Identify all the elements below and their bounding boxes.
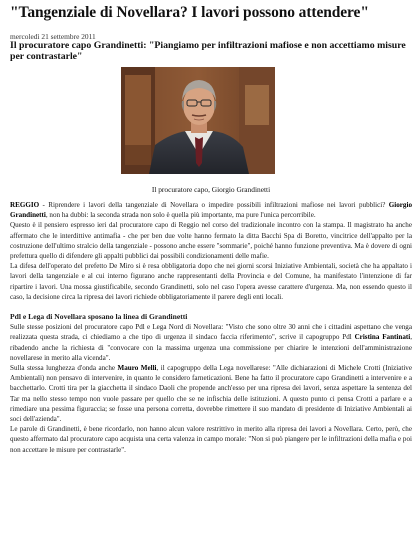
section-heading: Pdl e Lega di Novellara sposano la linea di Grandinetti [10, 312, 188, 322]
article-title: "Tangenziale di Novellara? I lavori possono attendere" [10, 4, 369, 21]
paragraph: REGGIO - Riprendere i lavori della tangenziale di Novellara o impedire possibili infiltrazioni mafiose nei lavori pubblici? Giorgio Grandinetti, non ha dubbi: la seconda strada non solo è quella più importante, ma pure l'unica percorribile. [10, 201, 412, 220]
article-subtitle: Il procuratore capo Grandinetti: "Piangiamo per infiltrazioni mafiose e non accettiamo misure per contrastarle" [10, 40, 406, 62]
person-name: Mauro Melli [117, 364, 157, 373]
paragraph: Le parole di Grandinetti, è bene ricordarlo, non hanno alcun valore restrittivo in merito alla ripresa dei lavori a Novellara. Certo, però, che questo affermato dal procuratore capo acquista una certa valenza in campo morale: "Non si può piangere per le infiltrazioni della mafia e poi non accettare le misure per contrastarle". [10, 425, 412, 454]
article-body [10, 200, 412, 455]
person-name: Giorgio Grandinetti [10, 201, 412, 220]
paragraph: Sulla stessa lunghezza d'onda anche Mauro Melli, il capogruppo della Lega novellarese: "Alle dichiarazioni di Michele Crotti (Iniziative Ambientali) non pensavo di intervenire, in quanto le considero farneticazioni. Bene ha fatto il procuratore capo Grandinetti a intervenire e a bacchettarlo. Crotti tira per la giacchetta il sindaco Daoli che propende anch'esso per una ripresa dei lavori, senza aspettare la sentenza del Tar ma nello stesso tempo non vuole passare per quello che se ne infischia delle istituzioni. A questo punto ci pensa Crotti a parlare e a rimediare una pessima figuraccia; se fosse una persona corretta, dovrebbe rimettere il suo mandato di presidente di Iniziative Ambientali ai soci dell'azienda". [10, 364, 412, 424]
paragraph: Questo è il pensiero espresso ieri dal procuratore capo di Reggio nel corso del tradizionale incontro con la stampa. Il magistrato ha anche affermato che le interdittive antimafia - che per ben due volte hanno fermato la ditta Bacchi Spa di Boretto, vincitrice dell'appalto per la costruzione dell'ultimo stralcio della tangenziale - possono anche essere "sommarie", poiché hanno funzione preventiva. Ma è dovere di ogni prefettura quello di difendere gli appalti pubblici dai possibili condizionamenti delle mafie. [10, 221, 412, 261]
paragraph: Sulle stesse posizioni del procuratore capo Pdl e Lega Nord di Novellara: "Visto che sono oltre 30 anni che i cittadini aspettano che venga realizzata questa strada, ci chiediamo a che tipo di urgenza il sindaco faccia riferimento", scrive il capogruppo Pdl Cristina Fantinati, ribadendo anche la richiesta di "convocare con la massima urgenza una commissione per chiarire le intenzioni dell'amministrazione novellarese in merito alla vicenda". [10, 323, 412, 362]
person-name: Cristina Fantinati [354, 333, 411, 342]
paragraph: La difesa dell'operato del prefetto De Miro si è resa obbligatoria dopo che nei giorni scorsi Iniziative Ambientali, società che ha appaltato i lavori della tangenziale e al cui interno figurano anche rappresentanti della Provincia e del Comune, ha manifestato l'intenzione di far ripartire i lavori. Una mossa giustificabile, secondo Grandinetti, solo nel caso l'opera avesse carattere d'urgenza. Ma, non essendo questo il caso, la decisione circa la ripresa dei lavori richiede obbligatoriamente il parere degli enti locali. [10, 262, 412, 301]
article-photo [121, 67, 275, 174]
dateline: REGGIO [10, 201, 40, 209]
article-date: mercoledì 21 settembre 2011 [10, 32, 96, 41]
photo-caption: Il procuratore capo, Giorgio Grandinetti [151, 185, 271, 194]
